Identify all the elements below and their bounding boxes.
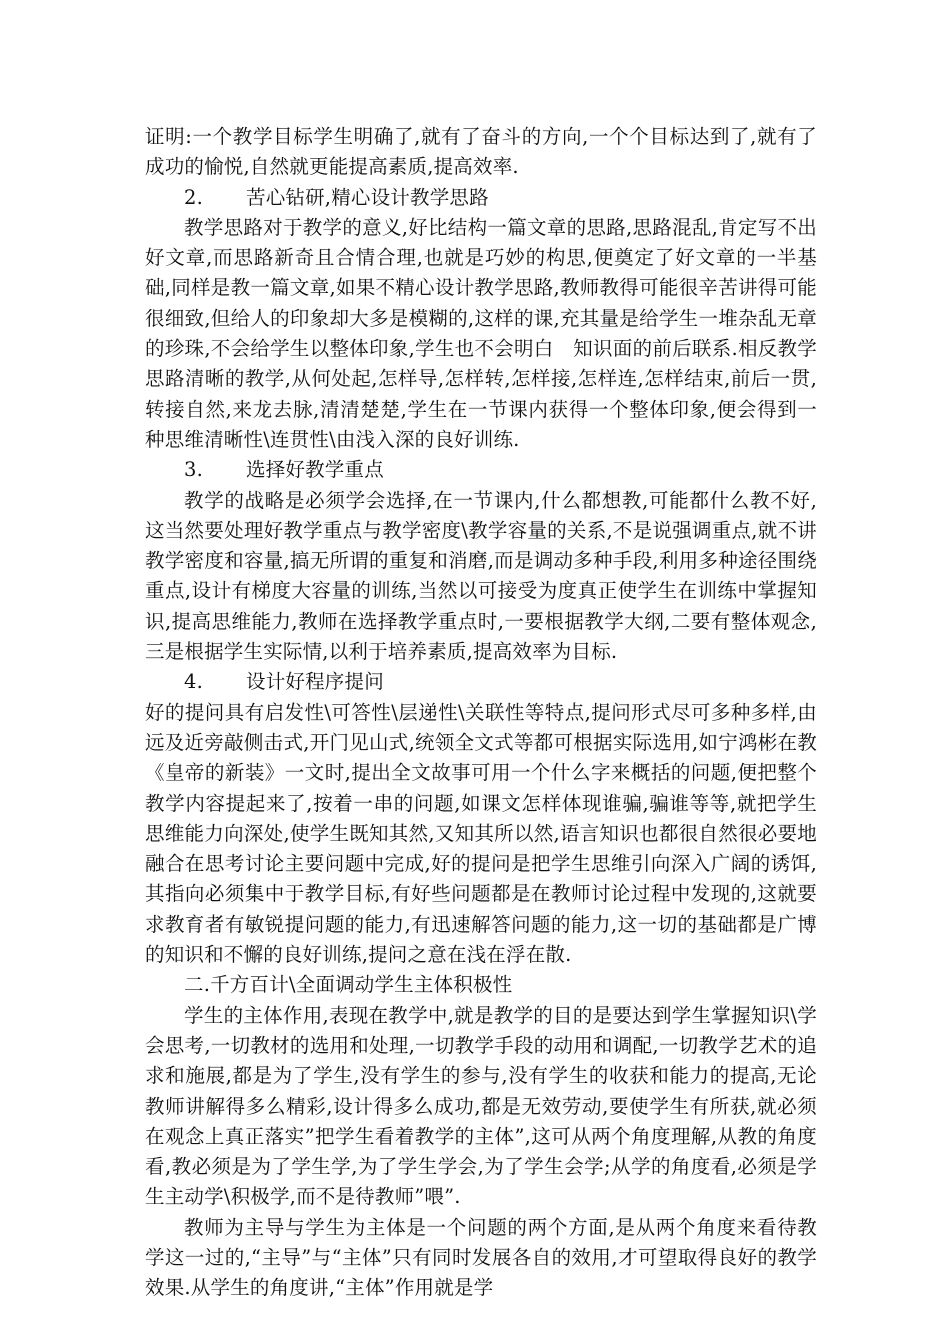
section-number: 3. — [184, 458, 204, 482]
paragraph: 教学思路对于教学的意义,好比结构一篇文章的思路,思路混乱,肯定写不出好文章,而思路新奇且合情合理,也就是巧妙的构思,便奠定了好文章的一半基础,同样是教一篇文章,如果不精心设计教学思路,教师教得可能很辛苦讲得可能很细致,但给人的印象却大多是模糊的,这样的课,充其量是给学生一堆杂乱无章的珍珠,不会给学生以整体印象,学生也不会明白 知识面的前后联系.相反教学思路清晰的教学,从何处起,怎样导,怎样转,怎样接,怎样连,怎样结束,前后一贯,转接自然,来龙去脉,清清楚楚,学生在一节课内获得一个整体印象,便会得到一种思维清晰性\连贯性\由浅入深的良好训练. — [145, 215, 817, 451]
paragraph-continued: 证明:一个教学目标学生明确了,就有了奋斗的方向,一个个目标达到了,就有了成功的愉悦,自然就更能提高素质,提高效率. — [145, 125, 817, 179]
section-heading-4 — [145, 667, 817, 697]
chapter-heading: 二.千方百计\全面调动学生主体积极性 — [184, 973, 513, 997]
section-number: 4. — [184, 670, 204, 694]
paragraph: 教学的战略是必须学会选择,在一节课内,什么都想教,可能都什么教不好,这当然要处理好教学重点与教学密度\教学容量的关系,不是说强调重点,就不讲教学密度和容量,搞无所谓的重复和消磨,而是调动多种手段,利用多种途径围绕重点,设计有梯度大容量的训练,当然以可接受为度真正使学生在训练中掌握知识,提高思维能力,教师在选择教学重点时,一要根据教学大纲,二要有整体观念,三是根据学生实际情,以利于培养素质,提高效率为目标. — [145, 488, 817, 664]
section-number: 2. — [184, 185, 204, 209]
paragraph: 教师为主导与学生为主体是一个问题的两个方面,是从两个角度来看待教学这一过的,“主导”与“主体”只有同时发展各自的效用,才可望取得良好的教学效果.从学生的角度讲,“主体”作用就是学 — [145, 1215, 817, 1300]
section-heading-2 — [145, 183, 817, 213]
paragraph: 学生的主体作用,表现在教学中,就是教学的目的是要达到学生掌握知识\学会思考,一切教材的选用和处理,一切教学手段的动用和调配,一切教学艺术的追求和施展,都是为了学生,没有学生的参与,没有学生的收获和能力的提高,无论教师讲解得多么精彩,设计得多么成功,都是无效劳动,要使学生有所获,就必须在观念上真正落实”把学生看着教学的主体”,这可从两个角度理解,从教的角度看,教必须是为了学生学,为了学生学会,为了学生会学;从学的角度看,必须是学生主动学\积极学,而不是待教师”喂”. — [145, 1003, 817, 1209]
section-title: 苦心钻研,精心设计教学思路 — [246, 185, 489, 209]
section-title: 选择好教学重点 — [246, 458, 384, 482]
section-heading-3 — [145, 455, 817, 485]
paragraph: 好的提问具有启发性\可答性\层递性\关联性等特点,提问形式尽可多种多样,由远及近旁敲侧击式,开门见山式,统领全文式等都可根据实际选用,如宁鸿彬在教《皇帝的新装》一文时,提出全文故事可用一个什么字来概括的问题,便把整个教学内容提起来了,按着一串的问题,如课文怎样体现谁骗,骗谁等等,就把学生思维能力向深处,使学生既知其然,又知其所以然,语言知识也都很自然很必要地融合在思考讨论主要问题中完成,好的提问是把学生思维引向深入广阔的诱饵,其指向必须集中于教学目标,有好些问题都是在教师讨论过程中发现的,这就要求教育者有敏锐提问题的能力,有迅速解答问题的能力,这一切的基础都是广博的知识和不懈的良好训练,提问之意在浅在浮在散. — [145, 700, 817, 967]
section-title: 设计好程序提问 — [246, 670, 384, 694]
document-body — [145, 122, 817, 1304]
